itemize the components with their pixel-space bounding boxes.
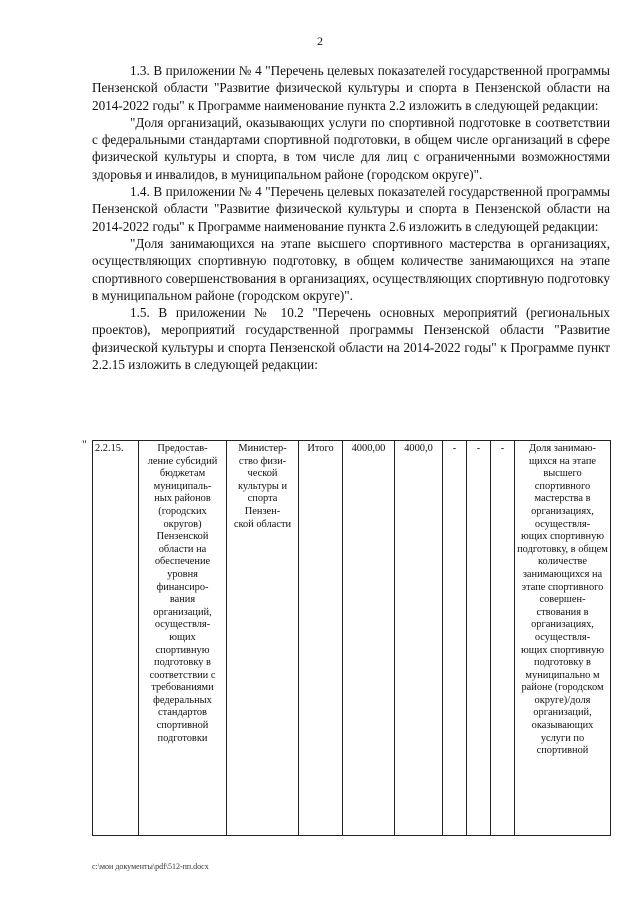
cell-dash-1: - (443, 441, 467, 836)
cell-event-text: Предостав- ление субсидий бюджетам муниципаль- ных районов (городских округов) Пензенской области на обеспечение уровня финансиро- вания организаций, осуществля- ющих спортивную подготовку в соответствии с требованиями федеральных стандартов спортивной подготовки (147, 443, 218, 744)
table-opening-quote: " (82, 437, 87, 451)
paragraph-1-4: 1.4. В приложении № 4 "Перечень целевых показателей государственной программы Пензенской области "Развитие физической культуры и спорта в Пензенской области на 2014-2022 годы" к Программе наименование пункта 2.6 изложить в следующей редакции: (92, 184, 610, 234)
cell-dash-3: - (491, 441, 515, 836)
cell-dash-2: - (467, 441, 491, 836)
table-row (93, 441, 611, 836)
measures-table (92, 440, 611, 836)
paragraph-1-3: 1.3. В приложении № 4 "Перечень целевых показателей государственной программы Пензенской области "Развитие физической культуры и спорта в Пензенской области на 2014-2022 годы" к Программе наименование пункта 2.2 изложить в следующей редакции: (92, 63, 610, 113)
paragraph-2-6-name: "Доля занимающихся на этапе высшего спортивного мастерства в организациях, осуществляющих спортивную подготовку, в общем количестве занимающихся на этапе спортивного совершенствования в организациях, осуществляющих спортивную подготовку в муниципальном районе (городском округе)". (92, 235, 610, 303)
cell-total: 4000,00 (343, 441, 395, 836)
body-text (92, 62, 610, 373)
cell-indicator-text: Доля занимаю- щихся на этапе высшего спортивного мастерства в организациях, осуществля- ющих спортивную подготовку, в общем количестве занимающихся на этапе спортивного совершен- ствования в организациях, осуществля- ющих спортивную подготовку в муниципально м районе (городском округе)/доля организаций, оказывающих услуги по спортивной (517, 443, 608, 757)
cell-number: 2.2.15. (93, 441, 139, 836)
cell-source: Итого (299, 441, 343, 836)
page-number: 2 (317, 34, 323, 48)
paragraph-2-2-name: "Доля организаций, оказывающих услуги по спортивной подготовке в соответствии с федеральными стандартами спортивной подготовки, в общем числе организаций в сфере физической культуры и спорта, в том числе для лиц с ограниченными возможностями здоровья и инвалидов, в муниципальном районе (городском округе)". (92, 114, 610, 182)
cell-indicator (515, 441, 611, 836)
cell-executor-text: Министер- ство физи- ческой культуры и спорта Пензен- ской области (233, 443, 292, 530)
cell-event (139, 441, 227, 836)
cell-year-value: 4000,0 (395, 441, 443, 836)
footer-file-path: c:\мои документы\pdf\512-пп.docx (92, 862, 209, 871)
paragraph-1-5: 1.5. В приложении № 10.2 "Перечень основных мероприятий (региональных проектов), мероприятий государственной программы Пензенской области "Развитие физической культуры и спорта Пензенской области на 2014-2022 годы" к Программе пункт 2.2.15 изложить в следующей редакции: (92, 305, 610, 373)
cell-executor (227, 441, 299, 836)
